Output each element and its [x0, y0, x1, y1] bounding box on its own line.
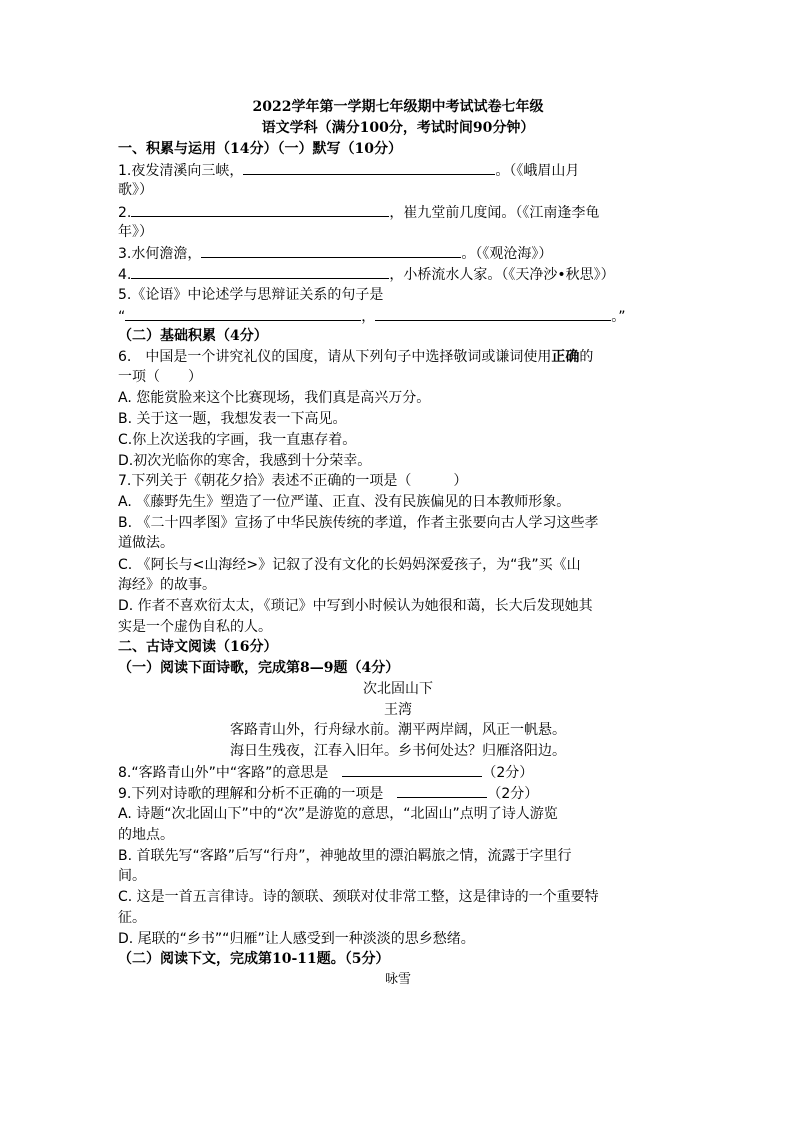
q7-line: B. 《二十四孝图》宣扬了中华民族传统的孝道，作者主张要向古人学习这些孝: [118, 515, 599, 531]
question-1: [118, 160, 579, 180]
q8-score: （2分）: [482, 765, 534, 781]
q9-line: 间。: [118, 868, 146, 884]
q7-line: C. 《阿长与<山海经>》记叙了没有文化的长妈妈深爱孩子，为“我”买《山: [118, 557, 581, 573]
q8-prefix: 8.“客路青山外”中“客路”的意思是: [118, 765, 343, 781]
q5-comma: ，: [361, 309, 376, 325]
q1-prefix: 1.夜发清溪向三峡，: [118, 163, 244, 179]
question-2: [118, 202, 599, 222]
question-9: [118, 783, 538, 803]
q7-line: A. 《藤野先生》塑造了一位严谨、正直、没有民族偏见的日本教师形象。: [118, 494, 571, 510]
q6-option-d: D.初次光临你的寒舍，我感到十分荣幸。: [118, 453, 372, 469]
q6-text-b: 的: [579, 349, 594, 365]
next-text-title: 咏雪: [384, 972, 411, 987]
q9-line: D. 尾联的“乡书”“归雁”让人感受到一种淡淡的思乡愁绪。: [118, 931, 475, 947]
q2-blank[interactable]: [131, 202, 389, 217]
question-5: 5.《论语》中论述学与思辩证关系的句子是: [118, 287, 384, 303]
q3-blank[interactable]: [201, 243, 461, 258]
section1-sub2-heading: （二）基础积累（4分）: [118, 328, 268, 344]
section2-sub1-heading: （一）阅读下面诗歌，完成第8—9题（4分）: [118, 660, 400, 676]
q9-blank[interactable]: [397, 783, 487, 798]
question-8: [118, 762, 533, 782]
q9-line: A. 诗题“次北固山下”中的“次”是游览的意思，“北固山”点明了诗人游览: [118, 806, 558, 822]
q3-prefix: 3.水何澹澹，: [118, 246, 202, 262]
q2-prefix: 2.: [118, 205, 132, 221]
poem-line-1: 客路青山外，行舟绿水前。潮平两岸阔，风正一帆悬。: [230, 722, 566, 738]
q2-cont: 年》）: [118, 224, 153, 240]
question-3: [118, 243, 552, 263]
q4-suffix: ，小桥流水人家。（《天净沙•秋思》）: [389, 267, 615, 283]
question-7: 7.下列关于《朝花夕拾》表述不正确的一项是（ ）: [118, 473, 468, 489]
poem-author: 王湾: [384, 702, 412, 718]
q6-emphasis: 正确: [551, 349, 580, 365]
q6-text-a: 6. 中国是一个讲究礼仪的国度，请从下列句子中选择敬词或谦词使用: [118, 349, 552, 365]
q9-line: B. 首联先写“客路”后写“行舟”，神驰故里的漂泊羁旅之情，流露于字里行: [118, 848, 572, 864]
q1-suffix: 。（《峨眉山月: [495, 163, 580, 179]
q9-line: C. 这是一首五言律诗。诗的颔联、颈联对仗非常工整，这是律诗的一个重要特: [118, 889, 599, 905]
q1-blank[interactable]: [243, 160, 495, 175]
q6-option-a: A. 您能赏脸来这个比赛现场，我们真是高兴万分。: [118, 390, 431, 406]
exam-title: 2022学年第一学期七年级期中考试试卷七年级: [252, 99, 544, 115]
q9-score: （2分）: [487, 786, 539, 802]
q9-line: 的地点。: [118, 827, 174, 843]
q6-line2: 一项（ ）: [118, 369, 202, 385]
q5-answer-line: [118, 306, 626, 326]
q5-end: 。”: [611, 309, 626, 325]
poem-line-2: 海日生残夜，江春入旧年。乡书何处达？归雁洛阳边。: [230, 743, 566, 759]
q7-line: 道做法。: [118, 535, 174, 551]
q6-option-c: C.你上次送我的字画，我一直惠存着。: [118, 432, 357, 448]
exam-subtitle: 语文学科（满分100分，考试时间90分钟）: [261, 120, 535, 136]
poem-title: 次北固山下: [363, 681, 433, 697]
q5-blank-1[interactable]: [125, 306, 361, 321]
q7-line: D. 作者不喜欢衍太太，《琐记》中写到小时候认为她很和蔼，长大后发现她其: [118, 598, 593, 614]
question-6: [118, 347, 593, 367]
q6-option-b: B. 关于这一题，我想发表一下高见。: [118, 411, 347, 427]
q4-blank[interactable]: [131, 264, 389, 279]
q8-blank[interactable]: [342, 762, 482, 777]
q5-open-quote: “: [118, 309, 126, 325]
q9-line: 征。: [118, 910, 146, 926]
q4-prefix: 4.: [118, 267, 132, 283]
q9-prefix: 9.下列对诗歌的理解和分析不正确的一项是: [118, 786, 398, 802]
q2-suffix: ，崔九堂前几度闻。（《江南逢李龟: [389, 205, 600, 221]
section2-heading: 二、古诗文阅读（16分）: [118, 639, 278, 655]
q5-blank-2[interactable]: [375, 306, 611, 321]
q7-line: 实是一个虚伪自私的人。: [118, 619, 272, 635]
section2-sub2-heading: （二）阅读下文，完成第10-11题。（5分）: [118, 951, 390, 967]
q1-cont: 歌》）: [118, 182, 153, 198]
section1-heading: 一、积累与运用（14分）（一）默写（10分）: [118, 141, 402, 157]
q7-line: 海经》的故事。: [118, 577, 216, 593]
question-4: [118, 264, 615, 284]
q3-suffix: 。（《观沧海》）: [461, 246, 553, 262]
